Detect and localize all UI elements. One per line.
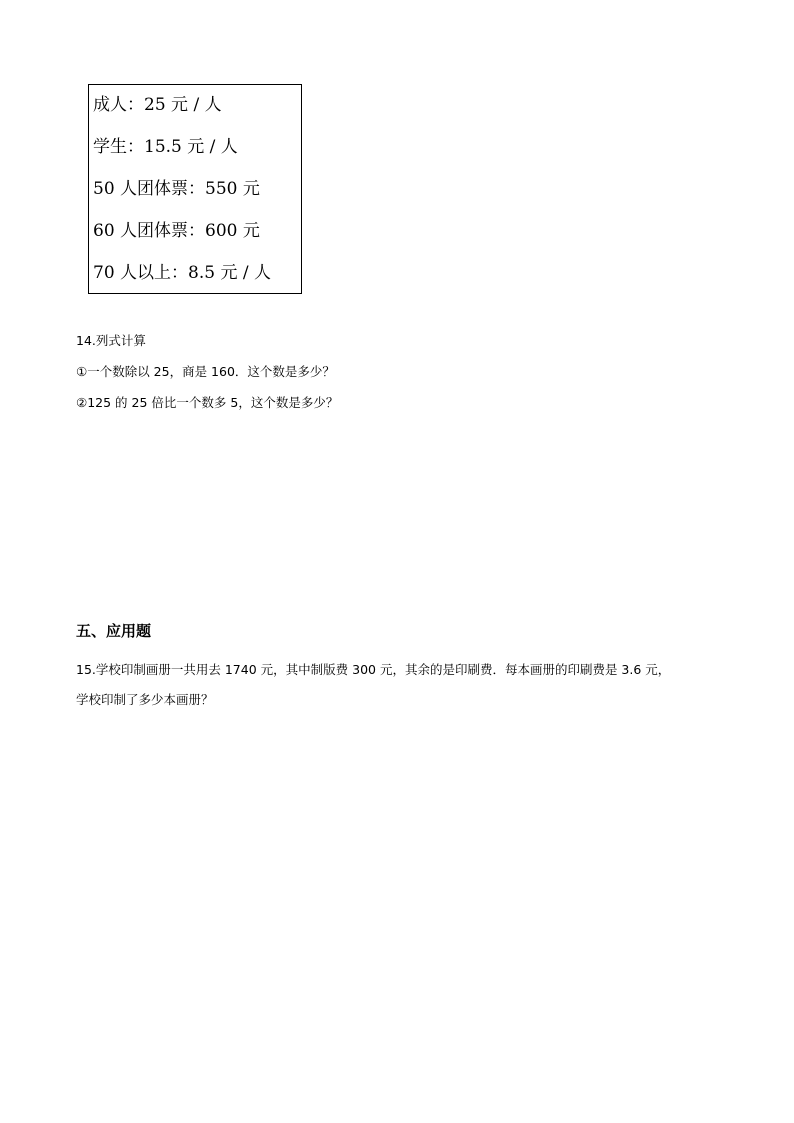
price-group-60: 60 人团体票：600 元 [93, 221, 260, 241]
price-group-50: 50 人团体票：550 元 [93, 179, 260, 199]
question-14-item-1: ①一个数除以 25，商是 160．这个数是多少？ [76, 364, 335, 379]
price-adult: 成人：25 元 / 人 [93, 95, 222, 115]
question-15-line-1: 15.学校印制画册一共用去 1740 元，其中制版费 300 元，其余的是印刷费．每本画册的印刷费是 3.6 元， [76, 662, 671, 677]
price-list-box [88, 84, 302, 294]
question-15-line-2: 学校印制了多少本画册？ [76, 692, 214, 707]
price-group-70-plus: 70 人以上：8.5 元 / 人 [93, 263, 272, 283]
question-14-title: 14.列式计算 [76, 333, 146, 348]
price-student: 学生：15.5 元 / 人 [93, 137, 238, 157]
question-14-item-2: ②125 的 25 倍比一个数多 5，这个数是多少？ [76, 395, 339, 410]
section-five-title: 五、应用题 [76, 622, 152, 640]
